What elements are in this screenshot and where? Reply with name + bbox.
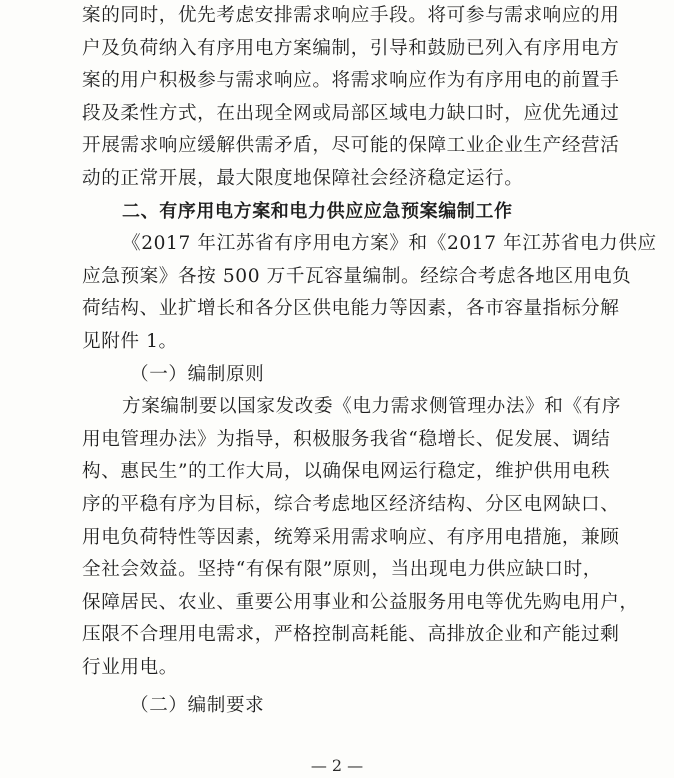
text-line: 案的同时，优先考虑安排需求响应手段。将可参与需求响应的用 [82, 5, 620, 26]
text-line: 应急预案》各按 500 万千瓦容量编制。经综合考虑各地区用电负 [82, 265, 632, 287]
section-heading: 二、有序用电方案和电力供应应急预案编制工作 [122, 200, 513, 222]
text-line: 见附件 1。 [82, 330, 178, 352]
text-line: 荷结构、业扩增长和各分区供电能力等因素，各市容量指标分解 [82, 298, 620, 320]
text-line: 户及负荷纳入有序用电方案编制，引导和鼓励已列入有序用电方 [82, 37, 620, 59]
text-line: 用电负荷特性等因素，统筹采用需求响应、有序用电措施，兼顾 [82, 526, 620, 548]
text-line: 全社会效益。坚持“有保有限”原则，当出现电力供应缺口时， [82, 559, 602, 581]
text-line: 段及柔性方式，在出现全网或局部区域电力缺口时，应优先通过 [82, 102, 620, 124]
subsection-heading-principles: （一）编制原则 [130, 363, 265, 385]
paragraph-capacity [82, 228, 657, 358]
text-line: 开展需求响应缓解供需矛盾，尽可能的保障工业企业生产经营活 [82, 135, 620, 157]
page-number: — 2 — [310, 756, 364, 775]
document-body [82, 0, 657, 723]
text-line: 保障居民、农业、重要公用事业和公益服务用电等优先购电用户， [82, 591, 639, 613]
text-line: 行业用电。 [82, 656, 178, 678]
paragraph-demand-response [82, 0, 620, 196]
paragraph-principles [82, 391, 639, 684]
text-line: 用电管理办法》为指导，积极服务我省“稳增长、促发展、调结 [82, 428, 611, 450]
text-line: 动的正常开展，最大限度地保障社会经济稳定运行。 [82, 167, 524, 189]
text-line: 压限不合理用电需求，严格控制高耗能、高排放企业和产能过剩 [82, 624, 620, 646]
subsection-heading-requirements: （二）编制要求 [130, 695, 265, 717]
text-line: 案的用户积极参与需求响应。将需求响应作为有序用电的前置手 [82, 70, 620, 92]
text-line: 序的平稳有序为目标，综合考虑地区经济结构、分区电网缺口、 [82, 493, 620, 515]
text-line: 《2017 年江苏省有序用电方案》和《2017 年江苏省电力供应 [122, 233, 657, 255]
text-line: 构、惠民生”的工作大局，以确保电网运行稳定，维护供用电秩 [82, 461, 611, 483]
text-line: 方案编制要以国家发改委《电力需求侧管理办法》和《有序 [122, 396, 622, 418]
